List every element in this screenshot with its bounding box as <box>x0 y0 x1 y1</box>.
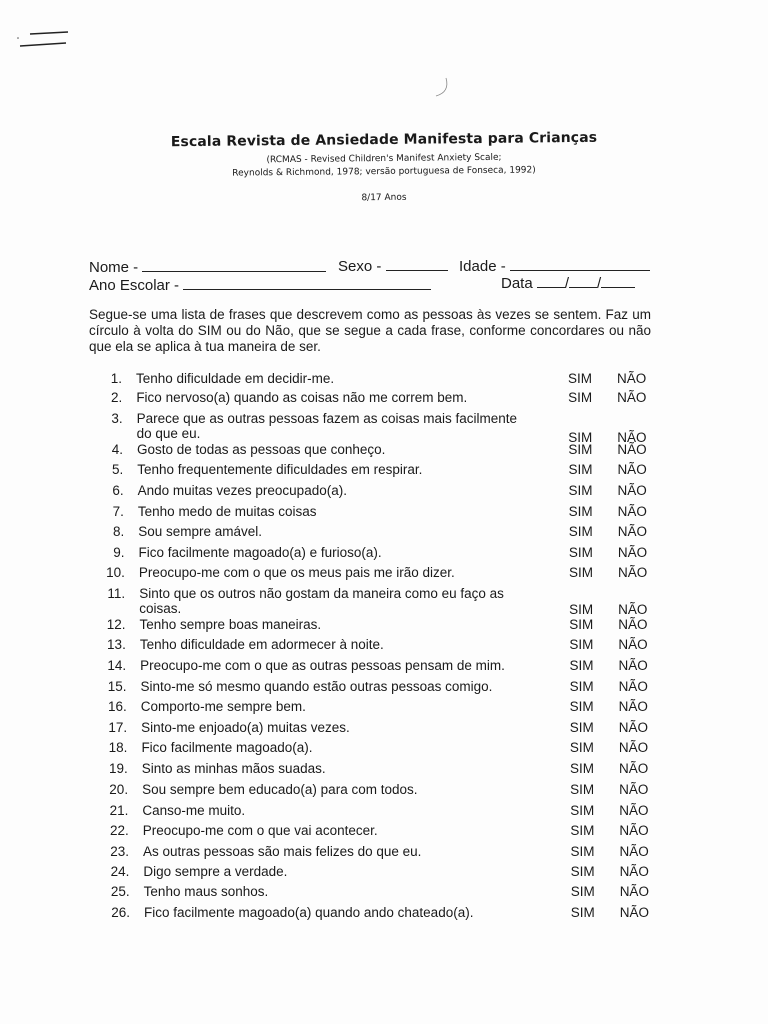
question-text: Sou sempre amável. <box>138 524 263 539</box>
question-text: Preocupo-me com o que os meus pais me irão dizer. <box>138 565 455 580</box>
question-number: 2. <box>111 390 123 405</box>
question-text: Fico facilmente magoado(a) quando ando chateado(a). <box>144 905 474 920</box>
question-number: 11. <box>107 586 126 601</box>
answer-no[interactable]: NÃO <box>618 658 648 673</box>
question-text: Gosto de todas as pessoas que conheço. <box>136 442 386 457</box>
answer-no[interactable]: NÃO <box>617 390 647 405</box>
answer-yes[interactable]: SIM <box>569 679 594 694</box>
answer-no[interactable]: NÃO <box>619 803 649 818</box>
answer-no[interactable]: NÃO <box>618 637 648 652</box>
age-label: Idade - <box>459 258 506 275</box>
instructions-paragraph: Segue-se uma lista de frases que descrevem como as pessoas às vezes se sentem. Faz um círculo à volta do SIM ou do Não, que se segue a cada frase, conforme concordares ou não que ela se aplica à tua maneira de ser. <box>89 307 651 354</box>
question-text: Fico nervoso(a) quando as coisas não me correm bem. <box>136 390 468 405</box>
answer-yes[interactable]: SIM <box>570 823 595 838</box>
question-text-continued: coisas. <box>139 601 182 616</box>
question-number: 13. <box>107 637 126 652</box>
question-number: 14. <box>107 658 127 673</box>
answer-no[interactable]: NÃO <box>618 720 649 735</box>
grade-label: Ano Escolar - <box>89 277 180 294</box>
question-number: 7. <box>112 504 124 519</box>
question-text: Ando muitas vezes preocupado(a). <box>137 483 347 498</box>
answer-yes[interactable]: SIM <box>569 617 594 632</box>
question-text: As outras pessoas são mais felizes do que eu. <box>143 844 422 859</box>
answer-no[interactable]: NÃO <box>618 602 648 617</box>
answer-yes[interactable]: SIM <box>568 545 593 560</box>
question-number: 4. <box>111 442 123 457</box>
answer-no[interactable]: NÃO <box>619 884 649 899</box>
name-label: Nome - <box>89 259 139 276</box>
answer-no[interactable]: NÃO <box>619 823 649 838</box>
corner-pen-mark <box>10 28 70 52</box>
age-range: 8/17 Anos <box>361 192 407 204</box>
answer-yes[interactable]: SIM <box>568 504 593 519</box>
question-text: Tenho frequentemente dificuldades em respirar. <box>137 462 423 477</box>
answer-yes[interactable]: SIM <box>568 483 593 498</box>
question-text: Preocupo-me com o que as outras pessoas pensam de mim. <box>140 658 505 673</box>
question-text: Tenho dificuldade em decidir-me. <box>136 371 335 386</box>
question-text: Tenho medo de muitas coisas <box>137 504 317 519</box>
answer-yes[interactable]: SIM <box>568 390 593 405</box>
question-number: 23. <box>110 844 130 859</box>
question-text: Preocupo-me com o que vai acontecer. <box>142 823 378 838</box>
answer-yes[interactable]: SIM <box>568 430 593 445</box>
page-title: Escala Revista de Ansiedade Manifesta para Crianças <box>170 129 598 151</box>
answer-no[interactable]: NÃO <box>618 617 648 632</box>
question-number: 24. <box>110 864 130 879</box>
sex-field[interactable] <box>386 256 448 271</box>
question-number: 5. <box>112 462 124 477</box>
form-row-1 <box>89 257 326 276</box>
answer-no[interactable]: NÃO <box>619 844 649 859</box>
answer-no[interactable]: NÃO <box>617 545 648 560</box>
answer-no[interactable]: NÃO <box>617 504 647 519</box>
question-number: 10. <box>106 565 125 580</box>
answer-no[interactable]: NÃO <box>617 430 647 445</box>
answer-yes[interactable]: SIM <box>570 844 595 859</box>
answer-yes[interactable]: SIM <box>570 761 595 776</box>
date-label: Data <box>501 275 533 292</box>
date-separator-2: / <box>597 275 602 292</box>
answer-yes[interactable]: SIM <box>570 905 595 920</box>
form-row-1-sex <box>338 256 448 275</box>
question-number: 20. <box>109 782 129 797</box>
answer-yes[interactable]: SIM <box>569 699 594 714</box>
answer-no[interactable]: NÃO <box>617 524 648 539</box>
question-text: Comporto-me sempre bem. <box>140 699 306 714</box>
question-text: Tenho maus sonhos. <box>143 884 269 899</box>
answer-no[interactable]: NÃO <box>618 740 649 755</box>
question-text: Digo sempre a verdade. <box>143 864 288 879</box>
answer-yes[interactable]: SIM <box>570 782 595 797</box>
age-field[interactable] <box>510 256 650 271</box>
answer-yes[interactable]: SIM <box>569 637 594 652</box>
answer-yes[interactable]: SIM <box>568 371 593 386</box>
date-month-field[interactable] <box>569 273 597 288</box>
question-text: Sinto que os outros não gostam da maneira como eu faço as <box>139 586 504 601</box>
answer-yes[interactable]: SIM <box>569 565 594 580</box>
date-year-field[interactable] <box>601 273 635 288</box>
grade-field[interactable] <box>183 275 431 290</box>
answer-yes[interactable]: SIM <box>569 658 594 673</box>
answer-yes[interactable]: SIM <box>570 803 595 818</box>
form-row-2-date <box>501 273 635 292</box>
answer-no[interactable]: NÃO <box>619 761 649 776</box>
answer-no[interactable]: NÃO <box>618 679 648 694</box>
question-text: Canso-me muito. <box>142 803 246 818</box>
question-text: Tenho sempre boas maneiras. <box>139 617 322 632</box>
question-number: 19. <box>108 761 128 776</box>
answer-no[interactable]: NÃO <box>618 699 648 714</box>
date-day-field[interactable] <box>537 273 565 288</box>
question-number: 1. <box>110 371 122 386</box>
subtitle-line-1: (RCMAS - Revised Children's Manifest Anxiety Scale; <box>266 152 502 166</box>
question-text: Sinto-me enjoado(a) muitas vezes. <box>141 720 350 735</box>
answer-yes[interactable]: SIM <box>570 884 595 899</box>
question-text: Sou sempre bem educado(a) para com todos. <box>142 782 418 797</box>
answer-no[interactable]: NÃO <box>618 565 648 580</box>
question-number: 22. <box>109 823 129 838</box>
answer-no[interactable]: NÃO <box>617 462 647 477</box>
answer-yes[interactable]: SIM <box>569 740 594 755</box>
question-number: 6. <box>112 483 124 498</box>
question-text: Fico facilmente magoado(a) e furioso(a). <box>138 545 382 560</box>
question-number: 12. <box>106 617 126 632</box>
answer-no[interactable]: NÃO <box>619 864 649 879</box>
answer-yes[interactable]: SIM <box>570 864 595 879</box>
answer-no[interactable]: NÃO <box>617 371 647 386</box>
question-number: 17. <box>108 720 128 735</box>
question-text: Sinto as minhas mãos suadas. <box>141 761 326 776</box>
question-number: 25. <box>110 884 130 899</box>
answer-yes[interactable]: SIM <box>568 462 593 477</box>
name-field[interactable] <box>142 257 326 272</box>
answer-no[interactable]: NÃO <box>617 483 647 498</box>
question-number: 15. <box>107 679 127 694</box>
answer-no[interactable]: NÃO <box>619 905 650 920</box>
subtitle-line-2: Reynolds & Richmond, 1978; versão portuguesa de Fonseca, 1992) <box>232 165 536 179</box>
question-number: 9. <box>113 545 125 560</box>
question-text: Sinto-me só mesmo quando estão outras pessoas comigo. <box>140 679 493 694</box>
answer-yes[interactable]: SIM <box>568 524 593 539</box>
question-text-continued: do que eu. <box>136 426 201 441</box>
answer-yes[interactable]: SIM <box>569 720 594 735</box>
date-separator-1: / <box>564 275 570 292</box>
question-number: 3. <box>111 411 123 426</box>
question-text: Fico facilmente magoado(a). <box>141 740 313 755</box>
answer-no[interactable]: NÃO <box>619 782 649 797</box>
question-number: 16. <box>108 699 127 714</box>
question-text: Tenho dificuldade em adormecer à noite. <box>139 637 384 652</box>
answer-no[interactable]: NÃO <box>617 442 647 457</box>
question-text: Parece que as outras pessoas fazem as coisas mais facilmente <box>136 411 518 426</box>
question-number: 18. <box>108 740 128 755</box>
sex-label: Sexo - <box>338 258 382 275</box>
answer-yes[interactable]: SIM <box>568 442 593 457</box>
form-row-2 <box>89 275 431 294</box>
question-number: 26. <box>111 905 130 920</box>
question-number: 8. <box>112 524 125 539</box>
question-number: 21. <box>109 803 129 818</box>
faint-pen-mark <box>432 76 454 100</box>
answer-yes[interactable]: SIM <box>569 602 594 617</box>
